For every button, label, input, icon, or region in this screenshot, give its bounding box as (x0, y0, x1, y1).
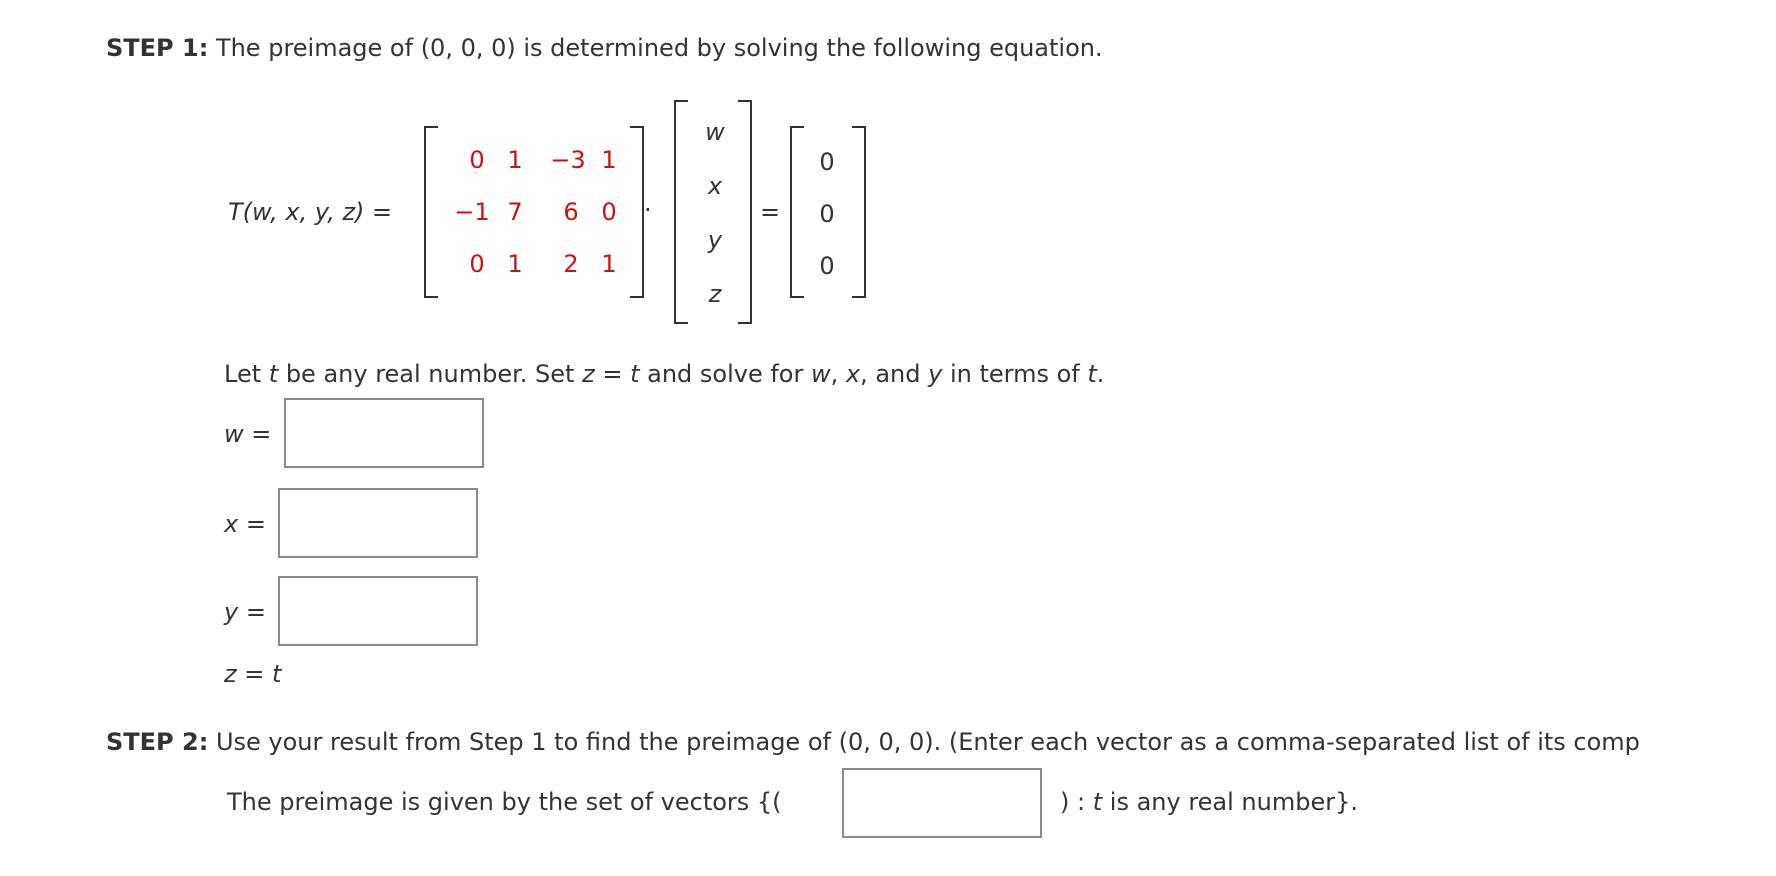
matrix-cell: −1 (454, 198, 490, 226)
zero-left-bracket (790, 126, 804, 298)
equation-lhs (228, 198, 392, 226)
preimage-answer-input[interactable] (842, 768, 1042, 838)
preimage-sentence (227, 788, 782, 816)
step1-text: The preimage of (0, 0, 0) is determined by solving the following equation. (215, 34, 1103, 62)
preimage-prefix: The preimage is given by the set of vectors {( (227, 788, 782, 816)
x-label: x = (224, 510, 266, 538)
vector-right-bracket (738, 100, 752, 324)
equals-sign: = (760, 198, 781, 226)
matrix-cell: −3 (550, 146, 586, 174)
matrix-cell: 7 (507, 198, 523, 226)
w-label: w = (224, 420, 272, 448)
w-answer-input[interactable] (284, 398, 484, 468)
matrix-cell: 1 (601, 146, 617, 174)
matrix-cell: 1 (601, 250, 617, 278)
lhs-arguments: (w, x, y, z) (242, 198, 365, 226)
step1-label: STEP 1: (106, 34, 209, 62)
matrix-cell: 2 (563, 250, 579, 278)
matrix-cell: 0 (469, 146, 485, 174)
zero-entry: 0 (819, 252, 835, 280)
preimage-suffix: ) : t is any real number}. (1060, 788, 1358, 816)
vector-entry: x (707, 172, 723, 200)
step2-text: Use your result from Step 1 to find the preimage of (0, 0, 0). (Enter each vector as a comma-separated list of its comp (215, 728, 1640, 756)
x-answer-input[interactable] (278, 488, 478, 558)
instruction-text: Let t be any real number. Set z = t and solve for w, x, and y in terms of t. (224, 360, 1105, 388)
zero-entry: 0 (819, 200, 835, 228)
matrix-left-bracket (424, 126, 438, 298)
matrix-cell: 6 (563, 198, 579, 226)
step2-label: STEP 2: (106, 728, 209, 756)
step1-heading (106, 34, 1103, 62)
y-label: y = (224, 598, 266, 626)
dot-operator: · (644, 196, 652, 224)
matrix-cell: 0 (601, 198, 617, 226)
vector-entry: z (708, 280, 722, 308)
matrix-cell: 0 (469, 250, 485, 278)
matrix-right-bracket (630, 126, 644, 298)
matrix-cell: 1 (507, 146, 523, 174)
lhs-function: T (228, 198, 243, 226)
lhs-equals: = (364, 198, 393, 226)
zero-entry: 0 (819, 148, 835, 176)
z-equals-t: z = t (224, 660, 282, 688)
y-answer-input[interactable] (278, 576, 478, 646)
vector-entry: y (707, 226, 723, 254)
vector-entry: w (705, 118, 725, 146)
zero-right-bracket (852, 126, 866, 298)
vector-left-bracket (674, 100, 688, 324)
matrix-cell: 1 (507, 250, 523, 278)
step2-heading (106, 728, 1640, 756)
